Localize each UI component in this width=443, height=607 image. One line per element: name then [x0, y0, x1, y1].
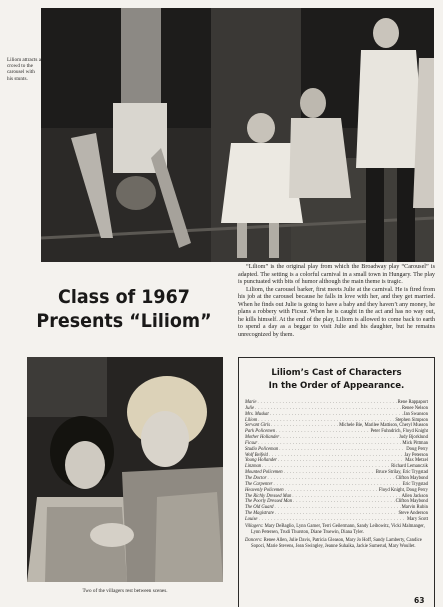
bottom-photo-caption: Two of the villagers rest between scenes. [82, 588, 168, 594]
cast-role: Servant Girls [245, 423, 271, 429]
cast-actor: Jay Peterson [404, 452, 428, 458]
dancers-list [245, 538, 428, 550]
cast-actor: Jan Swanson [403, 411, 428, 417]
cast-rows [245, 400, 428, 523]
page-title [34, 285, 214, 333]
cast-role: The Poorly Dressed Man [245, 499, 293, 505]
cast-actor: Eric Trygstad [402, 481, 428, 487]
villagers-photo-art [27, 357, 223, 582]
synopsis-paragraph-1: “Liliom” is the original play from which the Broadway play “Carousel” is adapted. The setting is a colorful carnival in a small town in Hungary. The play is punctuated with bits of humor although the main theme is tragic. [238, 264, 435, 286]
cast-role: The Magistrate [245, 511, 274, 517]
cast-role: Louise [245, 516, 258, 522]
cast-actor: Renee Nelson [401, 405, 428, 411]
cast-role: Mrs. Muskat [245, 411, 269, 417]
cast-actor: Richard Lemanczik [391, 464, 428, 470]
cast-role: The Richly Dressed Man [245, 493, 292, 499]
cast-role: Julie [245, 405, 255, 411]
cast-role: Young Hollander [245, 458, 277, 464]
cast-actor: Allen Jackson [401, 493, 428, 499]
title-line-1: Class of 1967 [58, 286, 190, 308]
cast-actor: Marvin Rubin [401, 505, 428, 511]
cast-heading-line-1: Liliom’s Cast of Characters [271, 368, 402, 378]
cast-actor: Clifton Maybond [395, 499, 428, 505]
cast-actor: Max Metzel [405, 458, 428, 464]
cast-list-box [238, 357, 435, 607]
cast-row [245, 517, 428, 523]
cast-role: Mounted Policemen [245, 470, 283, 476]
leader-dots [259, 517, 407, 523]
dancers-names: Renee Allen, Julie Davis, Patricia Gleason, Mary Jo Hoff, Sandy Lamberty, Candice Sopoci, Marie Stevens, Jean Swingley, Jeanne Suhaika, Jackie Sumerud, Mary Woullet. [251, 538, 422, 550]
cast-actor: Stephen Simpson [395, 417, 428, 423]
cast-actor: Michele Bie, Marilee Mattison, Cheryl Musson [339, 423, 428, 429]
cast-role: Park Policemen [245, 429, 276, 435]
title-line-2: Presents “Liliom” [36, 310, 212, 332]
cast-role: Heavenly Policemen [245, 487, 284, 493]
cast-heading-line-2: In the Order of Appearance. [268, 380, 405, 391]
cast-role: The Doctor [245, 475, 267, 481]
cast-actor: Bruce Strilay, Eric Trygstad [375, 470, 428, 476]
cast-role: Mother Hollander [245, 435, 280, 441]
villagers-label: Villagers: [245, 523, 264, 529]
cast-role: The Carpenter [245, 481, 273, 487]
cast-role: Liliom [245, 417, 258, 423]
cast-actor: Doug Perry [406, 446, 428, 452]
villagers-names: Mary DeBaglio, Lynn Garner, Terri Geilermann, Sandy Leibowitz, Vicki Malmanger, Lynn Petersen, Trudi Thurston, Diane Truewin, Diana Tyler. [251, 523, 425, 535]
villagers-photo [27, 357, 223, 582]
top-photo-caption: Liliom attracts a crowd to the carousel with his stunts. [7, 57, 41, 82]
cast-actor: Rene Rappaport [397, 400, 428, 405]
page-number: 63 [414, 596, 425, 605]
cast-heading [245, 367, 428, 392]
villagers-list [245, 524, 428, 536]
cast-actor: Floyd Knight, Doug Perry [378, 487, 428, 493]
cast-actor: Steve Anderson [398, 511, 428, 517]
cast-role: Wolf Beifeld [245, 452, 268, 458]
cast-role: Studio Policeman [245, 446, 279, 452]
dancers-label: Dancers: [245, 538, 263, 544]
synopsis-paragraph-2: Liliom, the carousel barker, first meets Julie at the carnival. He is fired from his job at the carousel because he falls in love with her, and they get married. When he finds out Julie is going to have a baby and they haven’t any money, he plans a robbery with Ficsur. When he is caught in the act and has no way out, he kills himself. At the end of the play, Liliom is allowed to come back to earth to spend a day as a beggar to visit Julie and his daughter, but he remains unrecognized by them. [238, 286, 435, 338]
cast-role: Marie [245, 400, 257, 405]
play-synopsis [238, 264, 435, 339]
cast-actor: Mick Pittman [402, 440, 428, 446]
cast-role: Ficsur [245, 440, 258, 446]
carousel-crowd-photo-art [41, 8, 434, 262]
cast-actor: Judy Bjorklund [398, 435, 428, 441]
cast-actor: Peter Fuhndrich, Floyd Knight [370, 429, 428, 435]
carousel-crowd-photo [41, 8, 434, 262]
cast-role: Linzman [245, 464, 262, 470]
cast-actor: Clifton Maybond [395, 475, 428, 481]
cast-actor: Mary Scott [407, 516, 428, 522]
cast-role: The Old Guard [245, 505, 274, 511]
